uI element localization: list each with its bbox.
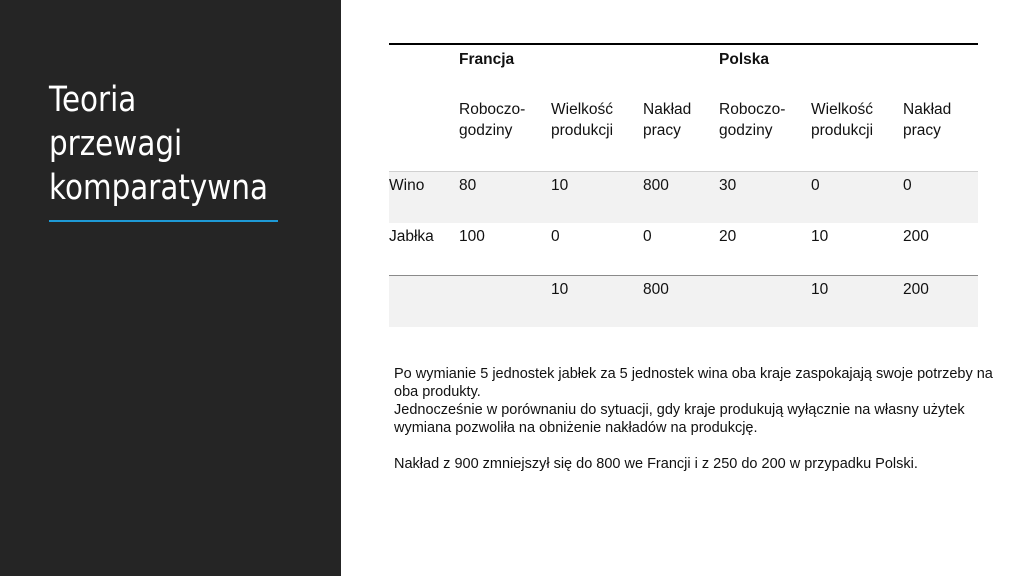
row-label: Wino [389,176,425,194]
row-label [389,275,459,327]
header-line: pracy [903,122,941,139]
table-cell: 200 [903,280,929,298]
column-header [903,89,978,171]
header-line: godziny [719,122,773,139]
comparative-advantage-table [389,43,978,327]
explanation-text [394,365,994,473]
column-header [719,89,811,171]
group-header-polska: Polska [719,51,769,68]
table-cell: 800 [643,280,669,298]
title-line: Teoria [49,80,137,120]
table-cell: 30 [719,176,737,194]
table-cell: 0 [643,228,652,245]
note-paragraph: Nakład z 900 zmniejszył się do 800 we Francji i z 250 do 200 w przypadku Polski. [394,456,918,472]
header-line: Wielkość [551,101,614,118]
table-cell: 10 [811,280,829,298]
title-line: przewagi [49,124,183,164]
paragraph-spacer [394,437,994,455]
table-corner [389,89,459,171]
header-line: Roboczo- [459,101,526,118]
table-cell: 800 [643,176,669,194]
table-cell: 0 [551,228,560,245]
table-cell: 0 [811,176,820,194]
note-paragraph: Po wymianie 5 jednostek jabłek za 5 jednostek wina oba kraje zaspokajają swoje potrzeby na oba produkty. [394,366,993,400]
column-header [551,89,643,171]
header-line: Wielkość [811,101,874,118]
slide-title [49,78,267,210]
title-panel [0,0,341,576]
header-line: godziny [459,122,513,139]
header-line: produkcji [811,122,874,139]
header-line: Roboczo- [719,101,786,118]
header-line: Nakład [903,101,952,118]
table-sum-row [389,275,978,327]
table-cell: 100 [459,228,485,245]
table-group-header [389,44,978,89]
table-row [389,171,978,223]
table-cell: 80 [459,176,477,194]
table-cell: 10 [811,228,829,245]
note-paragraph: Jednocześnie w porównaniu do sytuacji, gdy kraje produkują wyłącznie na własny użytek wymiana pozwoliła na obniżenie nakładów na produkcję. [394,402,965,436]
table-subheader [389,89,978,171]
table-cell: 20 [719,228,737,245]
title-underline [49,220,278,222]
table-row [389,223,978,275]
table-cell: 200 [903,228,929,245]
title-line: komparatywna [49,168,269,208]
table-corner [389,44,459,89]
table-cell: 10 [551,176,569,194]
table-cell: 10 [551,280,569,298]
group-header-francja: Francja [459,51,515,68]
column-header [459,89,551,171]
table-cell: 0 [903,176,912,194]
table-cell [719,275,811,327]
column-header [811,89,903,171]
row-label: Jabłka [389,228,434,245]
header-line: pracy [643,122,681,139]
header-line: produkcji [551,122,614,139]
header-line: Nakład [643,101,692,118]
column-header [643,89,719,171]
table-cell [459,275,551,327]
